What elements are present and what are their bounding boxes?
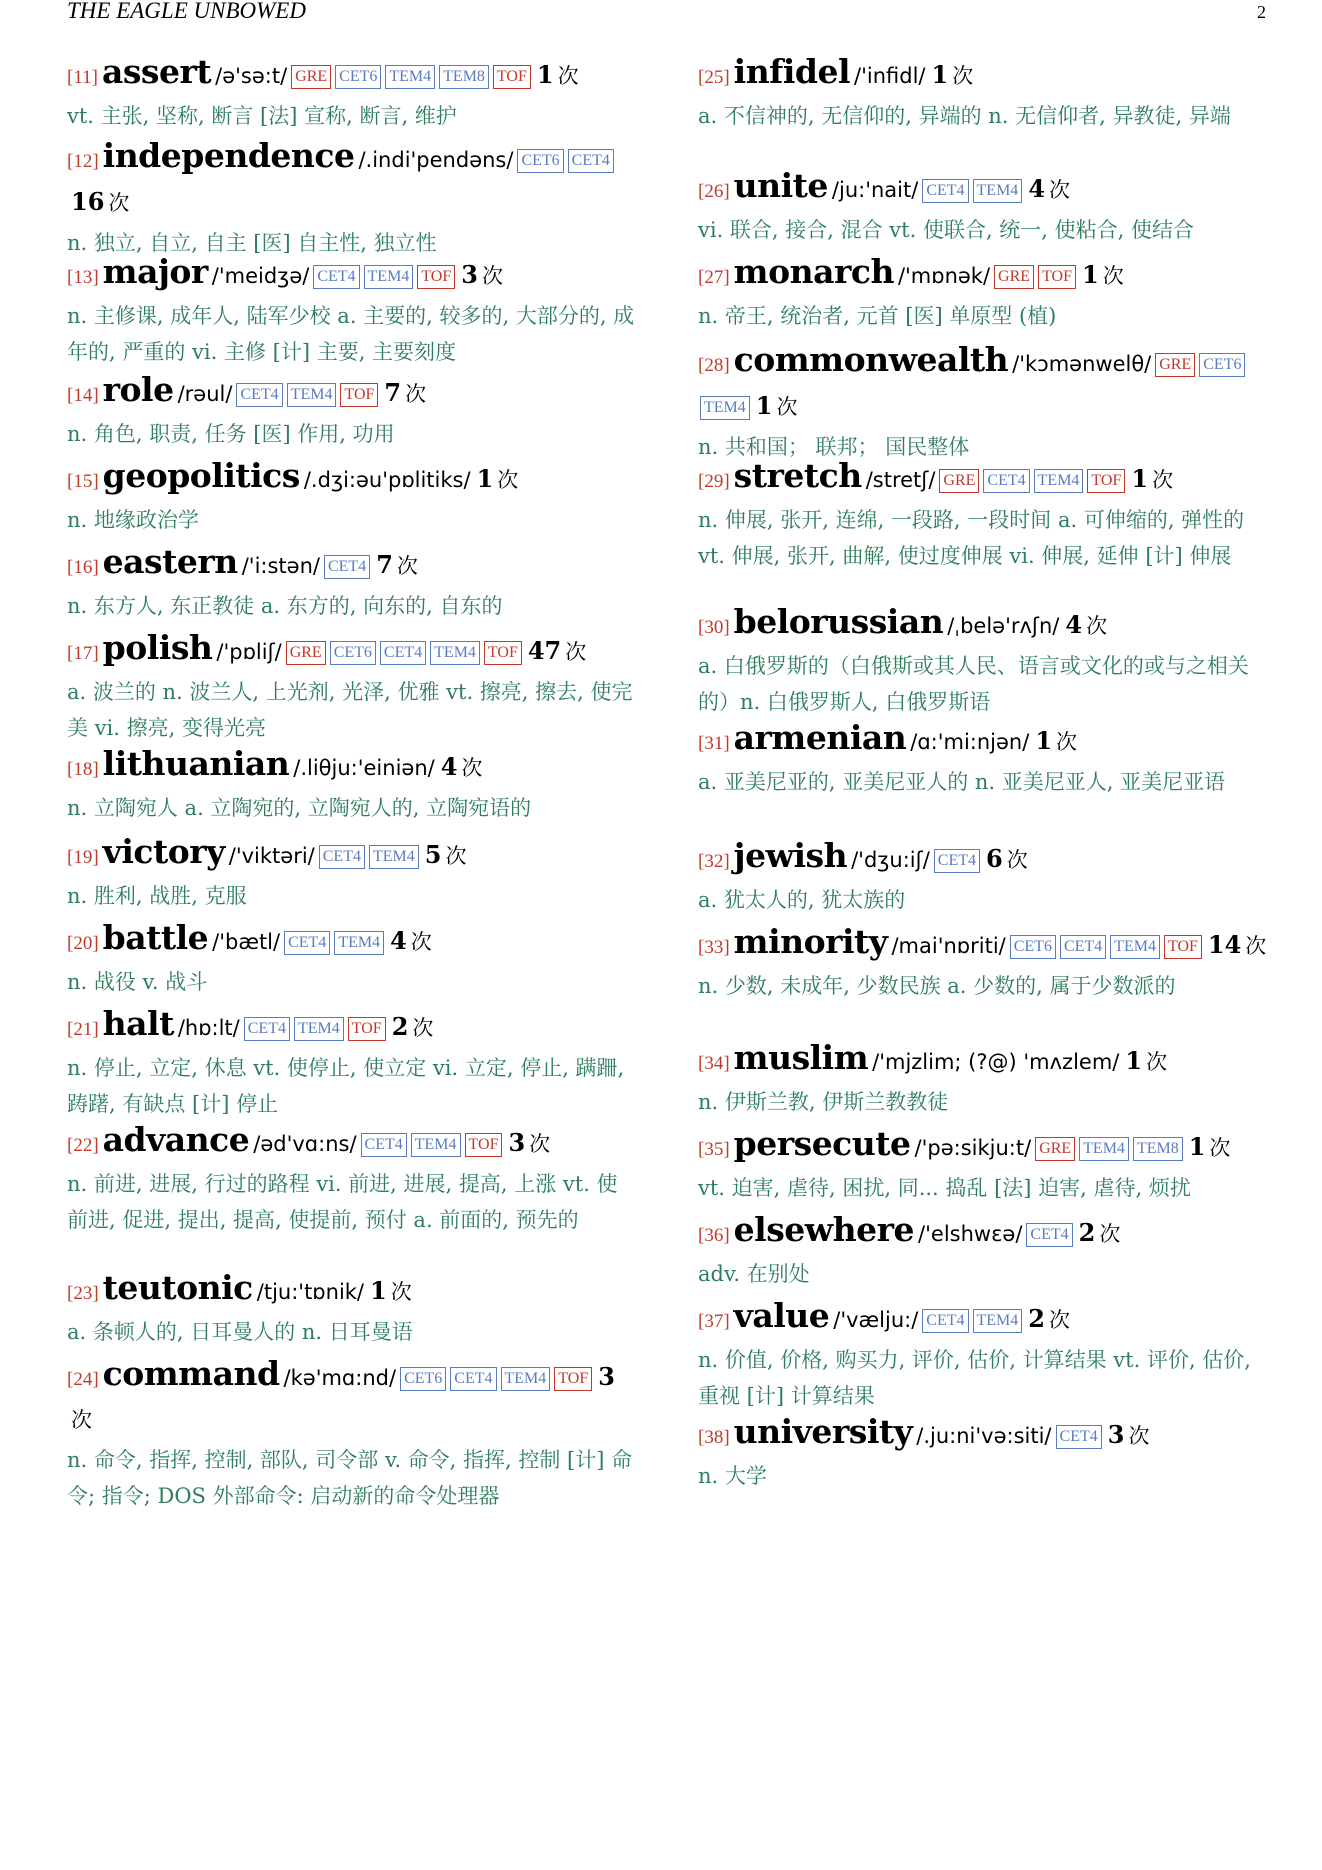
count-unit: 次 [529,1132,551,1156]
entry-headline [698,252,1268,298]
exam-tag: CET4 [450,1367,496,1391]
vocab-entry [67,918,637,1000]
vocab-entry [67,252,637,370]
occurrence-count: 2 [391,1012,409,1041]
running-header-title: THE EAGLE UNBOWED [67,0,306,23]
headword: belorussian [733,602,944,641]
vocab-entry [67,1268,637,1350]
phonetic: /ˌbelə'rʌʃn/ [947,614,1060,638]
entry-index: [23] [67,1283,99,1304]
entry-index: [15] [67,471,99,492]
occurrence-count: 1 [1131,464,1149,493]
vocab-entry [698,1210,1268,1292]
count-unit: 次 [410,930,432,954]
definition: n. 大学 [698,1464,767,1488]
entry-index: [31] [698,733,730,754]
occurrence-count: 1 [536,60,554,89]
entry-index: [32] [698,851,730,872]
definition: a. 亚美尼亚的, 亚美尼亚人的 n. 亚美尼亚人, 亚美尼亚语 [698,770,1226,794]
exam-tag: TOF [484,641,522,665]
entry-headline [698,1210,1268,1256]
headword: independence [102,136,355,175]
exam-tag: TEM4 [334,931,384,955]
entry-index: [17] [67,643,99,664]
occurrence-count: 1 [1125,1046,1143,1075]
exam-tag: CET4 [313,265,359,289]
headword: stretch [733,456,862,495]
entry-headline [67,918,637,964]
headword: command [102,1354,280,1393]
vocab-entry [67,136,637,261]
occurrence-count: 7 [384,378,402,407]
vocab-entry [698,1038,1268,1120]
exam-tag: TEM4 [385,65,435,89]
exam-tag: CET4 [236,383,282,407]
definition: n. 主修课, 成年人, 陆军少校 a. 主要的, 较多的, 大部分的, 成年的, 严重的 vi. 主修 [计] 主要, 主要刻度 [67,304,635,364]
definition: n. 前进, 进展, 行过的路程 vi. 前进, 进展, 提高, 上涨 vt. 使前进, 促进, 提出, 提高, 使提前, 预付 a. 前面的, 预先的 [67,1172,618,1232]
definition: n. 少数, 未成年, 少数民族 a. 少数的, 属于少数派的 [698,974,1176,998]
count-unit: 次 [1086,614,1108,638]
exam-tag: CET4 [319,845,365,869]
vocab-entry [67,628,637,746]
entry-index: [27] [698,267,730,288]
occurrence-count: 6 [986,844,1003,873]
phonetic: /ɑ:'mi:njən/ [910,730,1030,754]
headword: infidel [733,52,851,91]
definition: n. 帝王, 统治者, 元首 [医] 单原型 (植) [698,304,1057,328]
exam-tag: CET4 [922,1309,968,1333]
exam-tag: TOF [465,1133,503,1157]
occurrence-count: 1 [1035,726,1053,755]
exam-tag: TOF [1164,935,1202,959]
definition: n. 地缘政治学 [67,508,199,532]
exam-tag: TOF [417,265,455,289]
exam-tag: CET4 [983,469,1029,493]
phonetic: /'pə:sikju:t/ [914,1136,1032,1160]
vocab-entry [698,1124,1268,1206]
exam-tag: TEM8 [439,65,489,89]
phonetic: /.indi'pendəns/ [358,148,514,172]
vocab-entry [67,1354,637,1514]
entry-index: [37] [698,1311,730,1332]
entry-headline [698,718,1268,764]
phonetic: /.ju:ni'və:siti/ [916,1424,1052,1448]
count-unit: 次 [557,64,579,88]
entry-index: [36] [698,1225,730,1246]
exam-tag: CET4 [1026,1223,1072,1247]
definition: n. 停止, 立定, 休息 vt. 使停止, 使立定 vi. 立定, 停止, 蹒跚, 踌躇, 有缺点 [计] 停止 [67,1056,625,1116]
occurrence-count: 3 [461,260,478,289]
exam-tag: TEM4 [1110,935,1160,959]
count-unit: 次 [1048,1308,1070,1332]
vocab-entry [698,456,1268,574]
phonetic: /'meidʒə/ [211,264,310,288]
phonetic: /'mjzlim; (?@) 'mʌzlem/ [872,1050,1120,1074]
exam-tag: GRE [1155,353,1195,377]
vocab-entry [698,922,1268,1004]
exam-tag: TEM4 [287,383,337,407]
headword: role [102,370,174,409]
entry-index: [11] [67,67,98,88]
exam-tag: TOF [554,1367,592,1391]
exam-tag: CET6 [330,641,376,665]
occurrence-count: 1 [1081,260,1099,289]
definition: n. 价值, 价格, 购买力, 评价, 估价, 计算结果 vt. 评价, 估价, 重视 [计] 计算结果 [698,1348,1251,1408]
entry-index: [38] [698,1427,730,1448]
phonetic: /'bætl/ [212,930,281,954]
entry-headline [67,456,637,502]
vocab-entry [698,52,1268,134]
exam-tag: TEM4 [1079,1137,1129,1161]
entry-headline [67,1354,637,1442]
entry-headline [698,456,1268,502]
occurrence-count: 4 [1028,174,1046,203]
headword: jewish [733,836,848,875]
exam-tag: CET6 [335,65,381,89]
phonetic: /tju:'tɒnik/ [256,1280,365,1304]
headword: assert [101,52,212,91]
entry-headline [698,836,1268,882]
count-unit: 次 [1056,730,1078,754]
definition: a. 波兰的 n. 波兰人, 上光剂, 光泽, 优雅 vt. 擦亮, 擦去, 使完美 vi. 擦亮, 变得光亮 [67,680,633,740]
exam-tag: CET6 [517,149,563,173]
exam-tag: TEM4 [411,1133,461,1157]
occurrence-count: 7 [376,550,393,579]
entry-index: [14] [67,385,99,406]
occurrence-count: 1 [370,1276,387,1305]
definition: n. 命令, 指挥, 控制, 部队, 司令部 v. 命令, 指挥, 控制 [计] 命令; 指令; DOS 外部命令: 启动新的命令处理器 [67,1448,633,1508]
definition: n. 立陶宛人 a. 立陶宛的, 立陶宛人的, 立陶宛语的 [67,796,532,820]
definition: n. 胜利, 战胜, 克服 [67,884,247,908]
entry-headline [67,1120,637,1166]
occurrence-count: 3 [1107,1420,1125,1449]
entry-index: [13] [67,267,99,288]
vocab-entry [67,542,637,624]
entry-headline [698,1124,1268,1170]
exam-tag: TEM4 [294,1017,344,1041]
exam-tag: TOF [493,65,531,89]
exam-tag: TOF [340,383,378,407]
count-unit: 次 [776,395,798,419]
exam-tag: CET4 [1060,935,1106,959]
definition: n. 角色, 职责, 任务 [医] 作用, 功用 [67,422,395,446]
exam-tag: CET6 [400,1367,446,1391]
count-unit: 次 [1209,1136,1231,1160]
exam-tag: CET4 [361,1133,407,1157]
phonetic: /.dʒi:əu'pɒlitiks/ [303,468,471,492]
definition: vt. 主张, 坚称, 断言 [法] 宣称, 断言, 维护 [67,104,457,128]
exam-tag: CET4 [568,149,614,173]
exam-tag: GRE [994,265,1034,289]
occurrence-count: 4 [390,926,407,955]
definition: n. 东方人, 东正教徒 a. 东方的, 向东的, 自东的 [67,594,503,618]
headword: commonwealth [733,340,1009,379]
count-unit: 次 [1049,178,1071,202]
count-unit: 次 [565,640,587,664]
count-unit: 次 [1099,1222,1121,1246]
headword: monarch [733,252,894,291]
entry-index: [34] [698,1053,730,1074]
headword: persecute [733,1124,911,1163]
exam-tag: TOF [1038,265,1076,289]
entry-headline [67,1004,637,1050]
definition: n. 战役 v. 战斗 [67,970,208,994]
occurrence-count: 47 [527,636,562,665]
occurrence-count: 1 [931,60,949,89]
phonetic: /'elshwɛə/ [918,1222,1023,1246]
phonetic: /rəul/ [177,382,233,406]
phonetic: /ju:'nait/ [831,178,919,202]
count-unit: 次 [1128,1424,1150,1448]
definition: a. 白俄罗斯的（白俄斯或其人民、语言或文化的或与之相关的）n. 白俄罗斯人, 白俄罗斯语 [698,654,1249,714]
headword: university [733,1412,913,1451]
exam-tag: TEM4 [430,641,480,665]
exam-tag: TOF [1087,469,1125,493]
headword: polish [102,628,213,667]
definition: a. 犹太人的, 犹太族的 [698,888,906,912]
entry-index: [19] [67,847,99,868]
headword: battle [102,918,209,957]
count-unit: 次 [1152,468,1174,492]
entry-index: [20] [67,933,99,954]
entry-headline [67,136,637,225]
entry-headline [698,1296,1268,1342]
entry-index: [28] [698,355,730,376]
exam-tag: GRE [939,469,979,493]
entry-headline [67,252,637,298]
vocab-entry [698,340,1268,465]
definition: vi. 联合, 接合, 混合 vt. 使联合, 统一, 使粘合, 使结合 [698,218,1195,242]
exam-tag: TEM8 [1133,1137,1183,1161]
entry-headline [698,52,1268,98]
entry-index: [25] [698,67,730,88]
exam-tag: CET4 [1056,1425,1102,1449]
occurrence-count: 4 [1065,610,1083,639]
occurrence-count: 2 [1028,1304,1045,1333]
occurrence-count: 4 [440,752,458,781]
vocab-entry [67,52,637,134]
headword: armenian [733,718,907,757]
exam-tag: CET4 [324,555,370,579]
headword: teutonic [102,1268,253,1307]
vocab-entry [67,1120,637,1238]
definition: adv. 在别处 [698,1262,810,1286]
headword: lithuanian [102,744,290,783]
entry-index: [26] [698,181,730,202]
occurrence-count: 14 [1207,930,1242,959]
count-unit: 次 [71,1408,92,1432]
vocab-entry [698,718,1268,800]
headword: advance [102,1120,250,1159]
entry-index: [24] [67,1369,99,1390]
vocab-entry [698,1296,1268,1414]
phonetic: /'kɔmənwelθ/ [1012,352,1152,376]
exam-tag: GRE [1035,1137,1075,1161]
headword: muslim [733,1038,869,1077]
entry-headline [698,602,1268,648]
count-unit: 次 [108,191,130,215]
phonetic: /'i:stən/ [241,554,320,578]
exam-tag: CET4 [934,849,980,873]
count-unit: 次 [390,1280,412,1304]
definition: vt. 迫害, 虐待, 困扰, 同... 捣乱 [法] 迫害, 虐待, 烦扰 [698,1176,1191,1200]
phonetic: /stretʃ/ [865,468,936,492]
vocab-entry [67,744,637,826]
headword: minority [733,922,888,961]
occurrence-count: 2 [1078,1218,1096,1247]
count-unit: 次 [497,468,519,492]
page-number: 2 [1257,2,1266,22]
entry-headline [698,1412,1268,1458]
entry-headline [67,542,637,588]
phonetic: /'infidl/ [854,64,926,88]
exam-tag: TEM4 [501,1367,551,1391]
exam-tag: TOF [348,1017,386,1041]
vocab-entry [698,836,1268,918]
occurrence-count: 5 [424,840,442,869]
vocab-entry [698,602,1268,720]
count-unit: 次 [461,756,483,780]
exam-tag: TEM4 [973,1309,1023,1333]
exam-tag: TEM4 [364,265,414,289]
headword: halt [102,1004,174,1043]
occurrence-count: 3 [598,1362,615,1391]
entry-headline [67,370,637,416]
entry-headline [698,166,1268,212]
exam-tag: CET6 [1010,935,1056,959]
entry-headline [67,744,637,790]
occurrence-count: 16 [71,187,105,216]
count-unit: 次 [1006,848,1028,872]
phonetic: /.liθju:'einiən/ [293,756,435,780]
entry-headline [67,832,637,878]
count-unit: 次 [1245,934,1267,958]
count-unit: 次 [445,844,467,868]
definition: n. 独立, 自立, 自主 [医] 自主性, 独立性 [67,231,437,255]
exam-tag: GRE [286,641,326,665]
count-unit: 次 [405,382,427,406]
entry-index: [33] [698,937,730,958]
headword: elsewhere [733,1210,915,1249]
phonetic: /'vælju:/ [833,1308,919,1332]
exam-tag: CET4 [244,1017,290,1041]
headword: victory [102,832,225,871]
occurrence-count: 1 [1188,1132,1206,1161]
definition: a. 条顿人的, 日耳曼人的 n. 日耳曼语 [67,1320,413,1344]
vocab-entry [698,1412,1268,1494]
definition: n. 共和国； 联邦； 国民整体 [698,435,970,459]
exam-tag: TEM4 [700,396,750,420]
vocab-entry [67,1004,637,1122]
entry-headline [67,1268,637,1314]
entry-index: [22] [67,1135,99,1156]
count-unit: 次 [952,64,974,88]
entry-headline [698,340,1268,429]
exam-tag: TEM4 [1034,469,1084,493]
occurrence-count: 1 [755,391,773,420]
headword: geopolitics [102,456,300,495]
count-unit: 次 [481,264,503,288]
vocab-entry [698,166,1268,248]
phonetic: /'mɒnək/ [897,264,991,288]
entry-index: [12] [67,151,99,172]
vocab-entry [67,370,637,452]
entry-index: [29] [698,471,730,492]
entry-index: [18] [67,759,99,780]
vocab-entry [67,832,637,914]
occurrence-count: 1 [476,464,494,493]
entry-index: [30] [698,617,730,638]
definition: a. 不信神的, 无信仰的, 异端的 n. 无信仰者, 异教徒, 异端 [698,104,1231,128]
entry-index: [35] [698,1139,730,1160]
exam-tag: CET4 [284,931,330,955]
phonetic: /'viktəri/ [228,844,315,868]
count-unit: 次 [412,1016,434,1040]
phonetic: /'dʒu:iʃ/ [851,848,930,872]
exam-tag: TEM4 [369,845,419,869]
phonetic: /əd'vɑ:ns/ [253,1132,357,1156]
exam-tag: GRE [291,65,331,89]
headword: eastern [102,542,238,581]
definition: n. 伸展, 张开, 连绵, 一段路, 一段时间 a. 可伸缩的, 弹性的 vt. 伸展, 张开, 曲解, 使过度伸展 vi. 伸展, 延伸 [计] 伸展 [698,508,1245,568]
exam-tag: TEM4 [973,179,1023,203]
entry-headline [67,628,637,674]
entry-index: [21] [67,1019,99,1040]
headword: value [733,1296,830,1335]
entry-headline [67,52,637,98]
phonetic: /hɒ:lt/ [177,1016,240,1040]
entry-headline [698,1038,1268,1084]
entry-headline [698,922,1268,968]
occurrence-count: 3 [508,1128,526,1157]
phonetic: /'pɒliʃ/ [216,640,282,664]
vocab-entry [698,252,1268,334]
exam-tag: CET4 [380,641,426,665]
count-unit: 次 [1146,1050,1168,1074]
definition: n. 伊斯兰教, 伊斯兰教教徒 [698,1090,949,1114]
phonetic: /mai'nɒriti/ [891,934,1006,958]
exam-tag: CET4 [922,179,968,203]
count-unit: 次 [396,554,418,578]
count-unit: 次 [1102,264,1124,288]
vocab-entry [67,456,637,538]
phonetic: /ə'sə:t/ [215,64,288,88]
entry-index: [16] [67,557,99,578]
headword: major [102,252,208,291]
phonetic: /kə'mɑ:nd/ [283,1366,397,1390]
exam-tag: CET6 [1199,353,1245,377]
headword: unite [733,166,828,205]
